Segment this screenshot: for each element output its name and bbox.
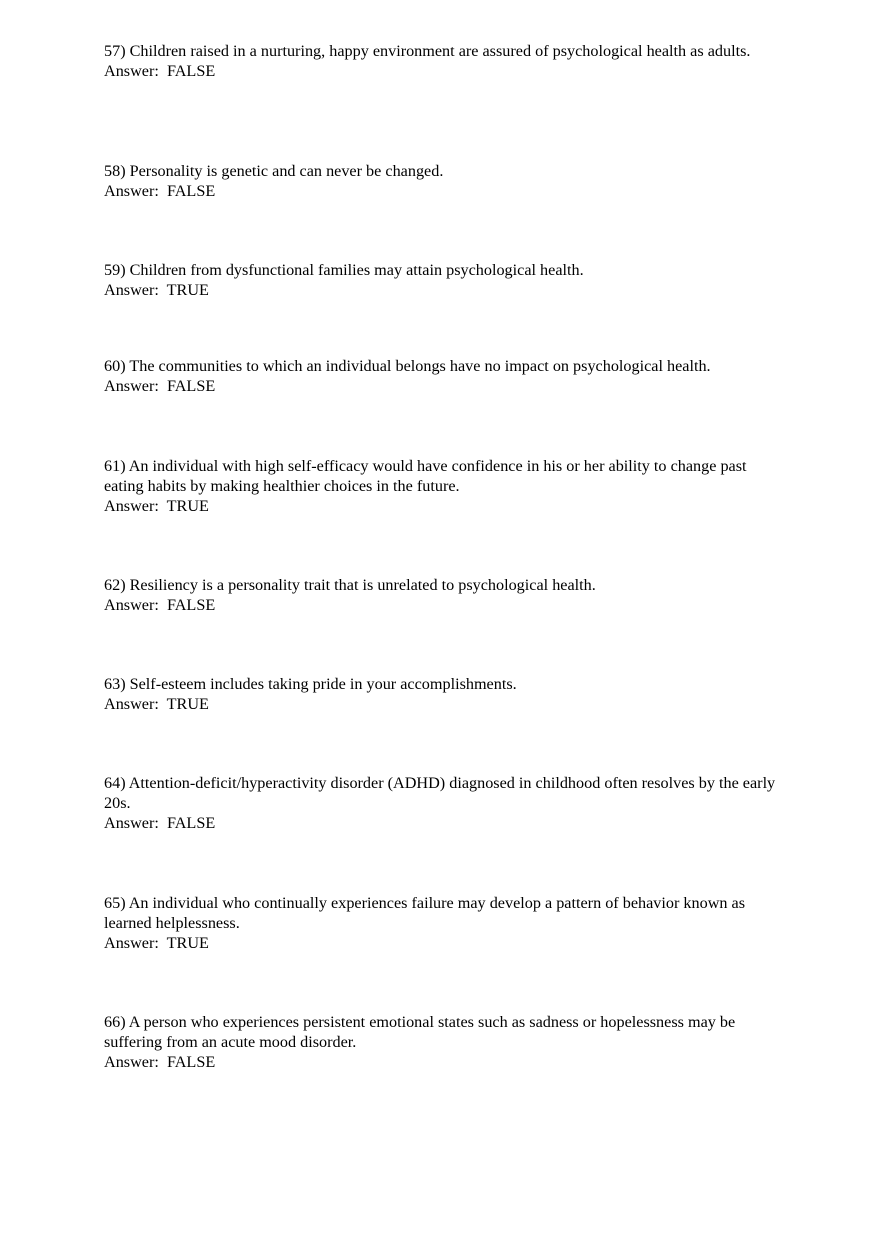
question-answer: Answer: TRUE xyxy=(104,934,209,952)
question-answer: Answer: TRUE xyxy=(104,695,209,713)
question-text: 58) Personality is genetic and can never be changed. xyxy=(104,162,444,180)
question-text: 65) An individual who continually experiences failure may develop a pattern of behavior known as learned helplessness. xyxy=(104,894,746,932)
question-60 xyxy=(104,356,784,396)
question-text: 63) Self-esteem includes taking pride in your accomplishments. xyxy=(104,675,517,693)
question-answer: Answer: FALSE xyxy=(104,62,216,80)
question-answer: Answer: FALSE xyxy=(104,182,216,200)
question-66 xyxy=(104,1012,784,1072)
question-answer: Answer: FALSE xyxy=(104,377,216,395)
question-57 xyxy=(104,41,784,81)
question-text: 60) The communities to which an individual belongs have no impact on psychological health. xyxy=(104,357,711,375)
question-text: 66) A person who experiences persistent emotional states such as sadness or hopelessness may be suffering from an acute mood disorder. xyxy=(104,1013,736,1051)
question-answer: Answer: FALSE xyxy=(104,1053,216,1071)
question-text: 61) An individual with high self-efficacy would have confidence in his or her ability to change past eating habits by making healthier choices in the future. xyxy=(104,457,747,495)
question-64 xyxy=(104,773,784,833)
question-answer: Answer: TRUE xyxy=(104,281,209,299)
question-answer: Answer: FALSE xyxy=(104,596,216,614)
question-text: 64) Attention-deficit/hyperactivity disorder (ADHD) diagnosed in childhood often resolves by the early 20s. xyxy=(104,774,776,812)
question-text: 62) Resiliency is a personality trait that is unrelated to psychological health. xyxy=(104,576,596,594)
question-text: 57) Children raised in a nurturing, happy environment are assured of psychological health as adults. xyxy=(104,42,751,60)
question-62 xyxy=(104,575,784,615)
question-58 xyxy=(104,161,784,201)
question-answer: Answer: TRUE xyxy=(104,497,209,515)
question-61 xyxy=(104,456,784,516)
question-65 xyxy=(104,893,784,953)
question-63 xyxy=(104,674,784,714)
question-answer: Answer: FALSE xyxy=(104,814,216,832)
question-text: 59) Children from dysfunctional families may attain psychological health. xyxy=(104,261,584,279)
question-59 xyxy=(104,260,784,300)
